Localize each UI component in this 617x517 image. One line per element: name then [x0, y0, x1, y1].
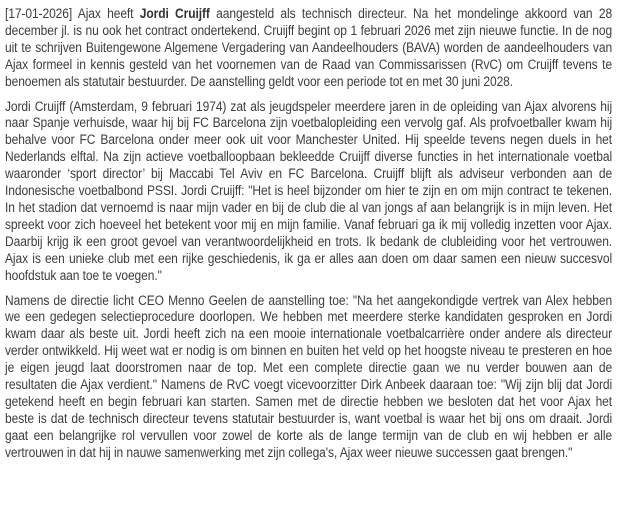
person-name-bold: Jordi Cruijff — [139, 6, 210, 21]
paragraph-1-after-name: aangesteld als technisch directeur. Na het mondelinge akkoord van 28 december jl. is nu ook het contract ondertekend. Cruijff begint op 1 februari 2026 met zijn nieuwe functie. In de nog uit te schrijven Buitengewone Algemene Vergadering van Aandeelhouders (BAVA) worden de aandeelhouders van Ajax formeel in kennis gesteld van het voornemen van de Raad van Commissarissen (RvC) om Cruijff tevens te benoemen als statutair bestuurder. De aanstelling geldt voor een periode tot en met 30 juni 2028. — [5, 6, 613, 89]
news-article — [5, 0, 612, 462]
article-paragraph-appointment — [5, 6, 612, 91]
paragraph-1-before-name: Ajax heeft — [72, 6, 140, 21]
date-tag: [17-01-2026] — [5, 6, 73, 21]
article-paragraph-quotes: Namens de directie licht CEO Menno Geelen de aanstelling toe: "Na het aangekondigde vertrek van Alex hebben we een gedegen selectieprocedure doorlopen. We hebben met meerdere sterke kandidaten gesproken en Jordi kwam daar als beste uit. Jordi heeft zich na een mooie internationale voetbalcarrière onder andere als directeur verder ontwikkeld. Hij weet wat er nodig is om binnen en buiten het veld op het hoogste niveau te presteren en hoe je eigen jeugd laat doorstromen naar de top. Met een complete directie gaan we nu verder bouwen aan de resultaten die Ajax verdient." Namens de RvC voegt vicevoorzitter Dirk Anbeek daaraan toe: "Wij zijn blij dat Jordi getekend heeft en begin februari kan starten. Samen met de directie hebben we besloten dat het voor Ajax het beste is dat de technisch directeur tevens statutair bestuurder is, want voetbal is waar het bij ons om draait. Jordi gaat een belangrijke rol vervullen voor zowel de korte als de lange termijn van de club en wij hebben er alle vertrouwen in dat hij in nauwe samenwerking met zijn collega's, Ajax weer nieuwe successen gaat brengen." — [5, 292, 613, 460]
article-paragraph-biography: Jordi Cruijff (Amsterdam, 9 februari 1974) zat als jeugdspeler meerdere jaren in de opleiding van Ajax alvorens hij naar Spanje verhuisde, waar hij bij FC Barcelona zijn voetbalopleiding een vervolg gaf. Als profvoetballer kwam hij behalve voor FC Barcelona onder meer ook uit voor Manchester United. Hij speelde tevens negen duels in het Nederlands elftal. Na zijn actieve voetballoopbaan bekleedde Cruijff diverse functies in het internationale voetbal waaronder ‘sport director’ bij Maccabi Tel Aviv en FC Barcelona. Cruijff blijft als adviseur verbonden aan de Indonesische voetbalbond PSSI. Jordi Cruijff: "Het is heel bijzonder om hier te zijn en om mijn contract te tekenen. In het stadion dat vernoemd is naar mijn vader en bij de club die al van jongs af aan belangrijk is in mijn leven. Het spreekt voor zich hoeveel het betekent voor mij en mijn familie. Vanaf februari ga ik mij volledig inzetten voor Ajax. Daarbij krijg ik een groot gevoel van verantwoordelijkheid en trots. Ik bedank de clubleiding voor het vertrouwen. Ajax is een unieke club met een rijke geschiedenis, ik ga er alles aan doen om daar samen een nieuw succesvol hoofdstuk aan toe te voegen." — [5, 98, 613, 283]
